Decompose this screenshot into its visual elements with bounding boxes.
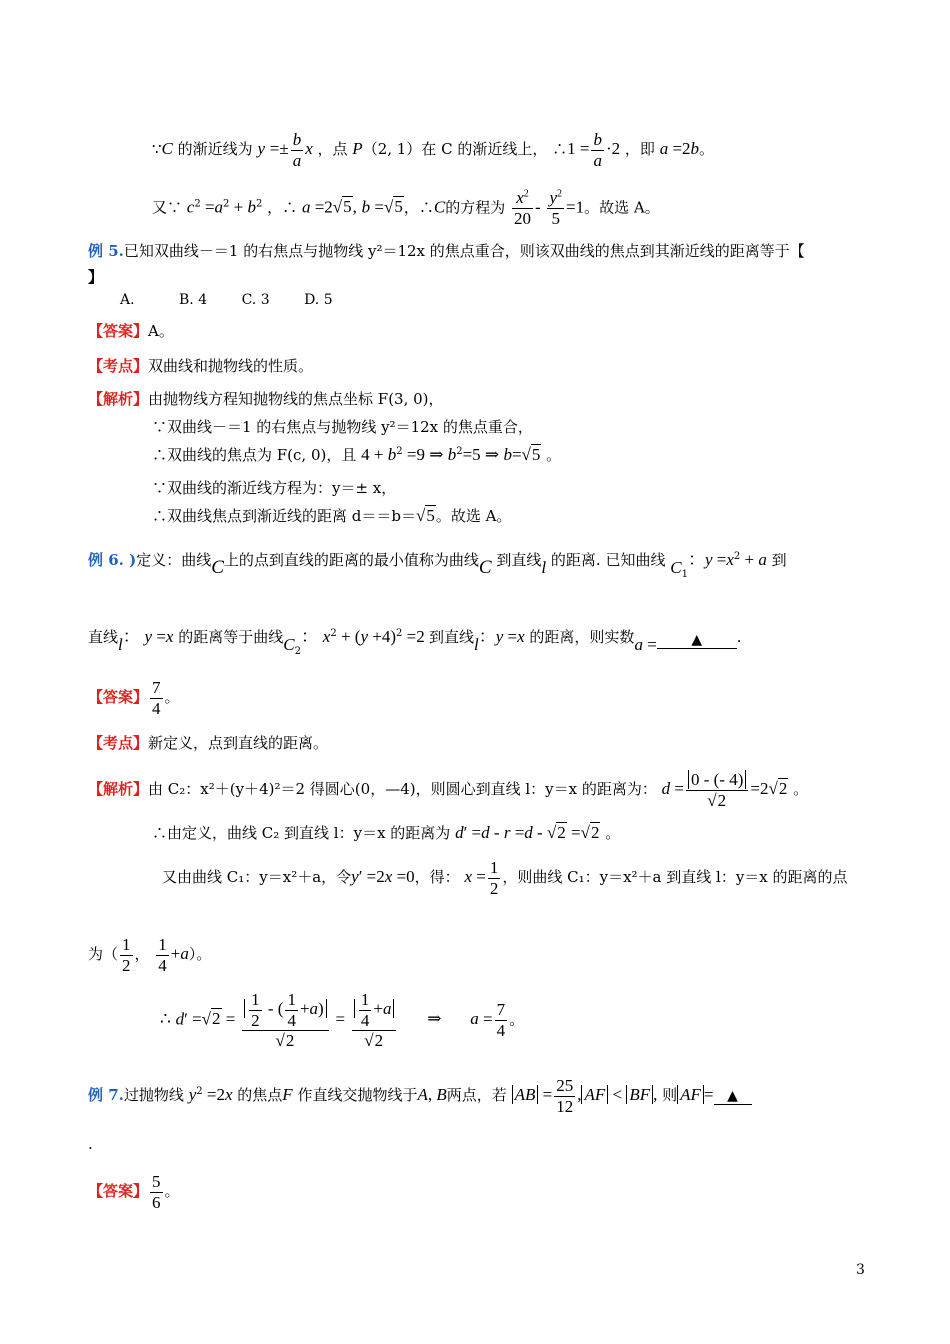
example-5-bracket: 】 [88, 268, 104, 286]
option-b: B. 4 [179, 292, 208, 308]
answer-blank: ▲ [657, 630, 737, 649]
example-5-question: 例 5.已知双曲线－＝1 的右焦点与抛物线 y²＝12x 的焦点重合，则该双曲线的焦点到其渐近线的距离等于【 [88, 242, 805, 260]
example-6-analysis-4: 为（ $\frac{1}{2}$ ， $\frac{1}{4}$ +a）。 [88, 935, 212, 975]
example-6-question-2: 直线l： y =x 的距离等于曲线$C_2$： $x^2 + (y +4)^2 =2$ 到直线l：y =x 的距离，则实数a = ▲ . [88, 627, 742, 657]
example-5-analysis-3: ∴双曲线的焦点为 F(c, 0)，且 $4 + b^2 =9$ ⇒ $b^2=5$ ⇒ b=√5 。 [152, 445, 562, 464]
option-d: D. 5 [304, 292, 333, 308]
example-5-options [120, 292, 333, 308]
option-c: C. 3 [241, 292, 270, 308]
example-6-answer: 【答案】 $\frac{7}{4}$ 。 [88, 678, 180, 718]
example-5-analysis-2: ∵双曲线－＝1 的右焦点与抛物线 y²＝12x 的焦点重合， [152, 418, 533, 436]
example-6-analysis-5: ∴ d′ =√2 = $\frac{1}{2}$ - ( $\frac{1}{4}$ +a) √2 = $\frac{1}{4}$ +a √2 ⇒ a = $\frac{7}{4}$ 。 [160, 990, 525, 1051]
example-5-answer: 【答案】A。 [88, 322, 174, 340]
option-a: A. [120, 292, 135, 308]
example-6-analysis-2: ∴由定义，曲线 C₂ 到直线 l：y＝x 的距离为 d′ =d - r =d - √2 =√2 。 [152, 823, 621, 842]
example-7-question: 例 7.过抛物线 $y^2 =2x$ 的焦点F 作直线交抛物线于A, B两点，若 AB = $\frac{25}{12}$ , AF < BF , 则 AF = ▲ [88, 1076, 752, 1116]
example-6-analysis-3: 又由曲线 C₁：y＝x²＋a，令y′ =2x =0，得： x = $\frac{1}{2}$ ，则曲线 C₁：y＝x²＋a 到直线 l：y＝x 的距离的点 [162, 858, 848, 898]
page-number: 3 [856, 1262, 865, 1278]
example-5-analysis-1: 【解析】由抛物线方程知抛物线的焦点坐标 F(3, 0)， [88, 390, 444, 408]
line-equation: 又∵ $c^2 =a^2 + b^2$ ，∴ a =2√5, b =√5，∴C的方程为 $\frac{x^2}{20}$ - $\frac{y^2}{5}$ =1。故选 A。 [152, 188, 660, 229]
example-5-analysis-4: ∵双曲线的渐近线方程为：y＝± x， [152, 479, 397, 497]
example-6-question: 例 6. )定义：曲线C上的点到直线的距离的最小值称为曲线C 到直线l 的距离. 已知曲线 $C_1$：$y =x^2 + a$ 到 [88, 550, 787, 580]
line-asymptote: ∵C 的渐近线为 y =± $\frac{b}{a}$ x ，点 P（2, 1）在 C 的渐近线上， ∴1 = $\frac{b}{a}$ ·2 ，即 a =2b。 [152, 130, 715, 170]
example-6-point: 【考点】新定义，点到直线的距离。 [88, 734, 329, 752]
example-6-analysis-1: 【解析】由 C₂：x²＋(y＋4)²＝2 得圆心(0，—4)，则圆心到直线 l：y＝x 的距离为： d = $\frac{0 - (- 4)}{√2}$ =2√2 。 [88, 770, 809, 810]
fraction-b-a: $\frac{b}{a}$ [292, 130, 302, 170]
example-7-answer: 【答案】 $\frac{5}{6}$ 。 [88, 1172, 180, 1212]
example-5-analysis-5: ∴双曲线焦点到渐近线的距离 d＝＝b＝√5。故选 A。 [152, 506, 512, 525]
period: . [88, 1135, 93, 1153]
example-5-point: 【考点】双曲线和抛物线的性质。 [88, 357, 314, 375]
answer-blank: ▲ [714, 1086, 752, 1105]
